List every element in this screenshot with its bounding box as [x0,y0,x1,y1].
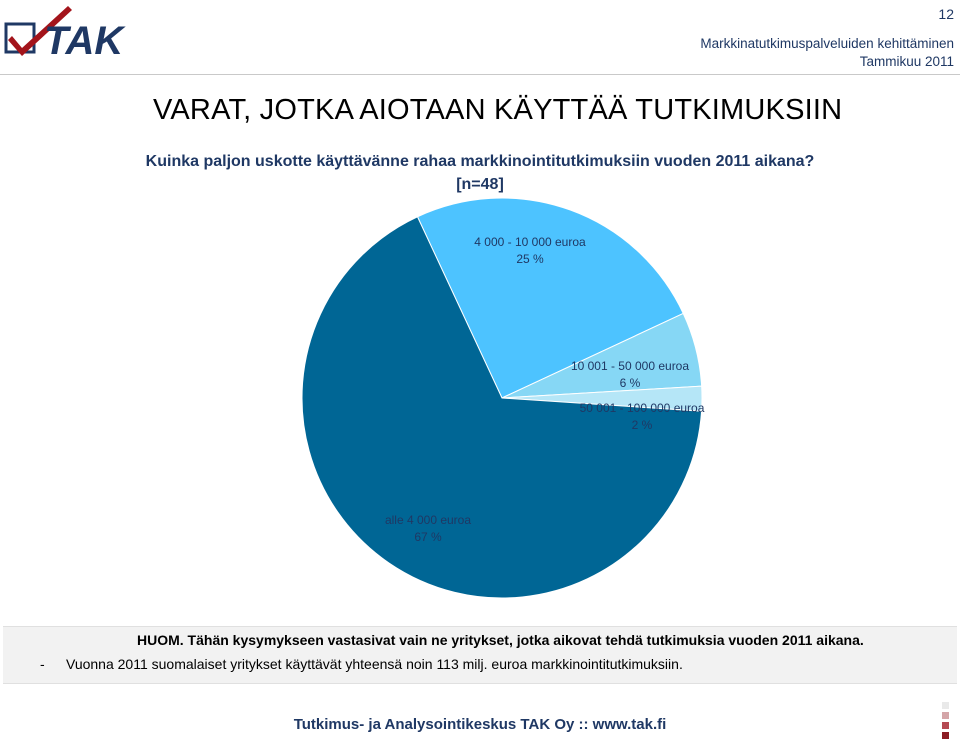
corner-decoration [942,700,956,740]
survey-question: Kuinka paljon uskotte käyttävänne rahaa markkinointitutkimuksiin vuoden 2011 aikana? [145,153,815,170]
slide-title: VARAT, JOTKA AIOTAAN KÄYTTÄÄ TUTKIMUKSIIN [153,94,843,126]
sample-size: [n=48] [456,176,504,193]
note-bullet [40,656,683,672]
bullet-dash: - [40,656,45,672]
slice-label: alle 4 000 euroa [384,513,472,527]
footer-text: Tutkimus- ja Analysointikeskus TAK Oy :: www.tak.fi [293,716,667,733]
page-number: 12 [938,6,954,22]
slice-value-label: 2 % [631,418,653,432]
slice-value-label: 25 % [516,252,544,266]
slice-label: 50 001 - 100 000 euroa [579,401,705,415]
note-bullet-text: Vuonna 2011 suomalaiset yritykset käyttävät yhteensä noin 113 milj. euroa markkinointitutkimuksiin. [66,656,683,672]
slice-label: 4 000 - 10 000 euroa [474,235,586,249]
header-date: Tammikuu 2011 [859,54,954,69]
svg-text:TAK: TAK [44,19,124,62]
slice-value-label: 67 % [414,530,442,544]
slice-value-label: 6 % [619,376,641,390]
note-title: HUOM. Tähän kysymykseen vastasivat vain ne yritykset, jotka aikovat tehdä tutkimuksia vuoden 2011 aikana. [137,632,864,648]
slice-label: 10 001 - 50 000 euroa [570,359,690,373]
header-subtitle: Markkinatutkimuspalveluiden kehittäminen [700,36,954,51]
